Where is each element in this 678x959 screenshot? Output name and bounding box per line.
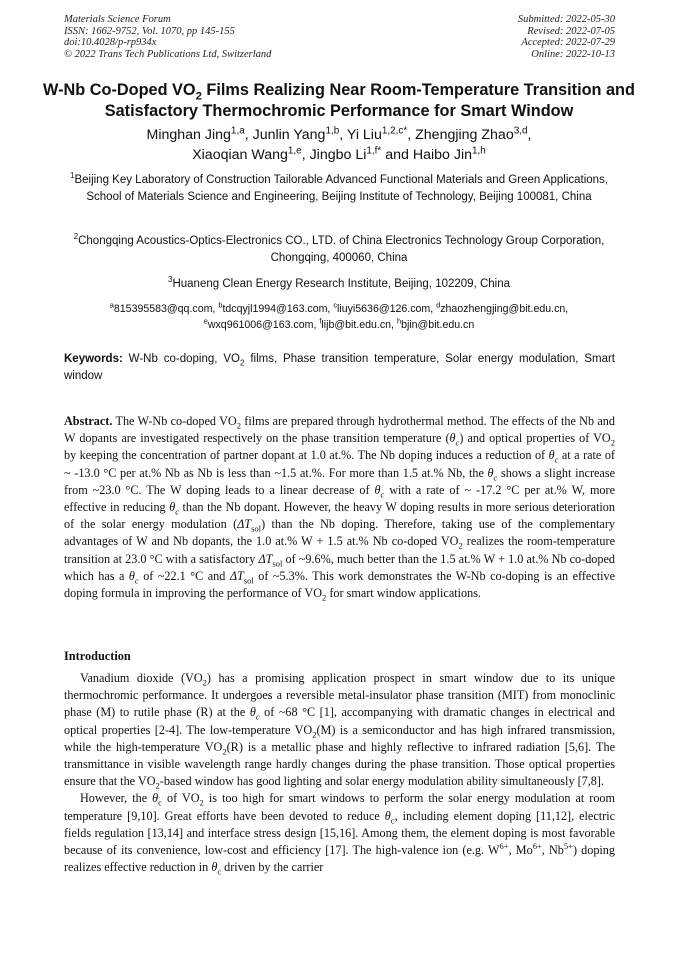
abstract [64, 413, 615, 602]
journal-doi: doi:10.4028/p-rp934x [64, 37, 157, 49]
paragraph: Vanadium dioxide $(VO_2)$ has a promising application prospect in smart window due to its unique thermochromic performance. It undergoes a reversible metal-insulator phase transition (MIT) from monoclinic phase (M) to rutile phase (R) at the $\theta_c$ of ~68 °C [1], accompanying with dramatic changes in electrical and optical properties [2-4]. The low-temperature $VO_2(M)$ is a semiconductor and has high infrared transmission, while the high-temperature $VO_2(R)$ is a metallic phase and highly reflective to infrared radiation [5,6]. The transmittance in visible wavelength range hardly changes during the phase transition. Those optical properties ensure that the $VO_2$-based window has good lighting and solar energy modulation ability simultaneously [7,8]. [64, 671, 616, 791]
email[interactable]: $^c$liuyi5636@126.com [333, 300, 431, 315]
date-submitted: Submitted: 2022-05-30 [517, 14, 615, 25]
email[interactable]: $^a$815395583@qq.com [109, 300, 213, 315]
journal-name: Materials Science Forum [64, 14, 171, 25]
date-revised: Revised: 2022-07-05 [527, 25, 615, 37]
abstract-label: Abstract. [64, 414, 113, 428]
author: Minghan Jing$^{1,a}$, [146, 125, 253, 143]
journal-copyright: © 2022 Trans Tech Publications Ltd, Switzerland [64, 48, 272, 60]
email[interactable]: $^e$wxq961006@163.com [203, 316, 314, 331]
date-online: Online: 2022-10-13 [531, 48, 615, 60]
abstract-body: The W-Nb co-doped $VO_2$ films are prepared through hydrothermal method. The effects of the Nb and W dopants are investigated respectively on the phase transition temperature $(\theta_c)$ and optical properties of $VO_2$ by keeping the concentration of partner dopant at 1.0 at.%. The Nb doping induces a reduction of $\theta_c$ at a rate of ~ -13.0 °C per at.% Nb as Nb is less than ~1.5 at.%. For more than 1.5 at.% Nb, the $\theta_c$ shows a slight increase from ~23.0 °C. The W doping leads to a linear decrease of $\theta_c$ with a rate of ~ -17.2 °C per at.% W, more effective in reducing $\theta_c$ than the Nb dopant. However, the heavy W doping results in more serious deterioration of the solar energy modulation $(\Delta T_{sol})$ than the Nb doping. Therefore, taking use of the complementary advantages of W and Nb dopants, the 1.0 at.% W + 1.5 at.% Nb co-doped $VO_2$ realizes the room-temperature transition at 23.0 °C with a satisfactory $\Delta T_{sol}$ of ~9.6%, much better than the 1.5 at.% W + 1.0 at.% Nb co-doped which has a $\theta_c$ of ~22.1 °C and $\Delta T_{sol}$ of ~5.3%. This work demonstrates the W-Nb co-doping is an effective doping formula in improving the performance of $VO_2$ for smart window applications. [64, 414, 615, 603]
title-part-1: W-Nb Co-Doped VO [43, 81, 196, 99]
section-heading-introduction: Introduction [64, 649, 131, 663]
title-part-2: Films Realizing Near Room-Temperature Transition and Satisfactory Thermochromic Performance for Smart Window [104, 81, 635, 120]
email[interactable]: $^h$bjin@bit.edu.cn [396, 316, 475, 331]
date-accepted: Accepted: 2022-07-29 [521, 37, 615, 49]
journal-issn: ISSN: 1662-9752, Vol. 1070, pp 145-155 [64, 25, 235, 37]
author: Junlin Yang$^{1,b}$, [252, 125, 347, 143]
author: Haibo Jin$^{1,h}$ [412, 145, 486, 163]
email[interactable]: $^d$zhaozhengjing@bit.edu.cn [436, 300, 566, 315]
email[interactable]: $^f$lijb@bit.edu.cn [319, 316, 392, 331]
affiliation: $^3$Huaneng Clean Energy Research Institute, Beijing, 102209, China [167, 275, 511, 290]
email[interactable]: $^b$tdcqyjl1994@163.com [218, 300, 328, 315]
paper-title [40, 80, 638, 122]
author: Xiaoqian Wang$^{1,e}$, [192, 145, 310, 163]
paragraph: However, the $\theta_c$ of $VO_2$ is too high for smart windows to perform the solar energy modulation at room temperature [9,10]. Great efforts have been devoted to reduce $\theta_c$, including element doping [11,12], electric fields regulation [13,14] and interface stress design [15,16]. Among them, the element doping is most favorable because of its convenience, low-cost and efficiency [17]. The high-valence ion (e.g. $W^{6+}$, $Mo^{6+}$, $Nb^{5+}$) doping realizes effective reduction in $\theta_c$ driven by the carrier [64, 791, 615, 877]
affiliation: $^1$Beijing Key Laboratory of Construction Tailorable Advanced Functional Materials and Green Applications, School of Materials Science and Engineering, Beijing Institute of Technology, Beijing 100081, China [69, 171, 609, 203]
introduction-body [64, 670, 615, 876]
author-emails: $^a$815395583@qq.com, $^b$tdcqyjl1994@163.com, $^c$liuyi5636@126.com, $^d$zhaozhengjing@bit.edu.cn, $^e$wxq961006@163.com, $^f$lijb@bit.edu.cn, $^h$bjin@bit.edu.cn [109, 300, 569, 331]
author-list [40, 125, 638, 165]
author: Zhengjing Zhao$^{3,d}$, [415, 125, 532, 143]
affiliation: $^2$Chongqing Acoustics-Optics-Electronics CO., LTD. of China Electronics Technology Group Corporation, Chongqing, 400060, China [73, 232, 605, 264]
keywords-label: Keywords: [64, 353, 123, 365]
author: Yi Liu$^{1,2,c*}$, [346, 125, 416, 143]
keywords: Keywords: W-Nb co-doping, $VO_2$ films, Phase transition temperature, Solar energy modulation, Smart window [64, 353, 615, 382]
journal-header-right [518, 14, 615, 60]
journal-header-left [64, 14, 271, 60]
title-subscript: 2 [195, 90, 202, 103]
author: Jingbo $Li^{1,f*}$ and [309, 145, 413, 163]
